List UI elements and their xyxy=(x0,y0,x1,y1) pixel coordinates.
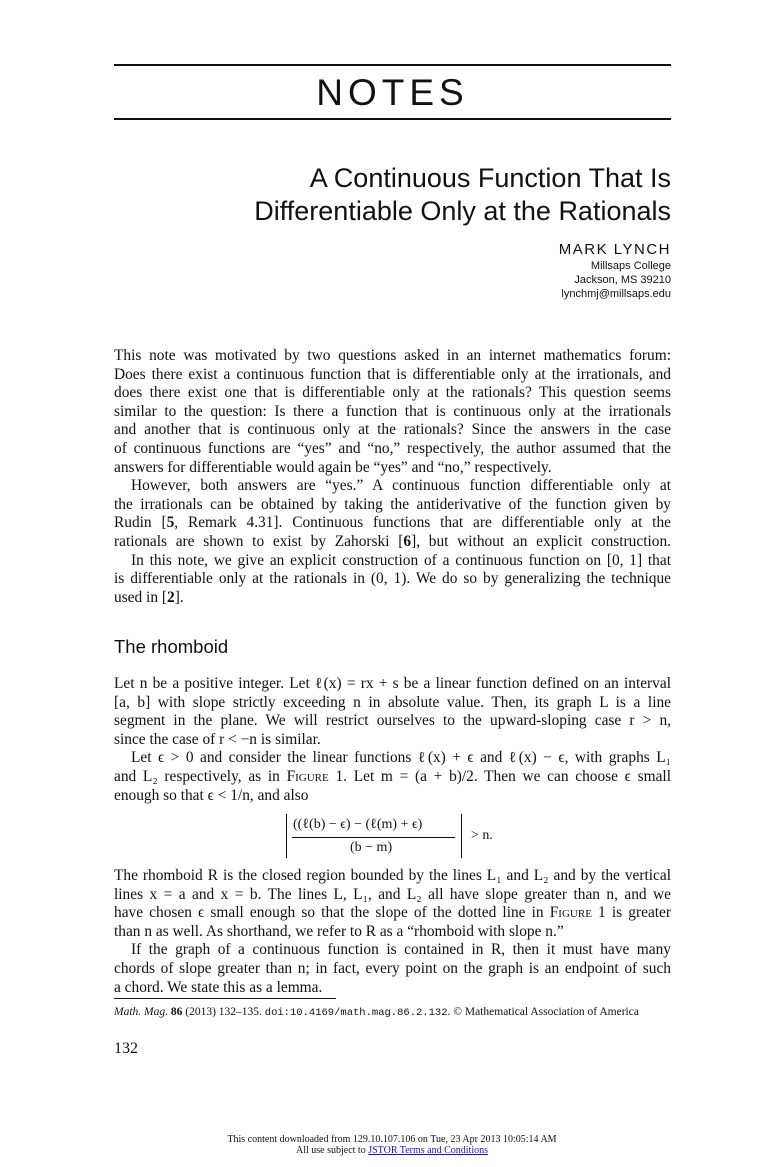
text-line: of continuous functions are “yes” and “no,” respectively, the author assumed that the xyxy=(114,439,671,457)
article-title xyxy=(254,162,671,228)
text-line: a chord. We state this as a lemma. xyxy=(114,978,323,996)
pages: (2013) 132–135. xyxy=(182,1006,265,1018)
text-line: is differentiable only at the rationals in (0, 1). We do so by generalizing the technique xyxy=(114,570,671,588)
text-line xyxy=(114,768,671,787)
abs-bar-right xyxy=(461,814,462,858)
text-span: , Remark 4.31]. Continuous functions that are differentiable only at the xyxy=(174,514,671,532)
terms-link[interactable]: JSTOR Terms and Conditions xyxy=(368,1145,488,1156)
text-line: does there exist one that is differentiable only at the rationals? This question seems xyxy=(114,384,671,402)
text-span: have chosen ϵ small enough so that the slope of the dotted line in xyxy=(114,904,550,922)
text-span: rationals are shown to exist by Zahorski [ xyxy=(114,532,404,550)
text-line: lines x = a and x = b. The lines L, L₁, and L₂ all have slope greater than n, and we xyxy=(114,885,671,903)
text-line xyxy=(114,589,671,608)
author-affiliation: Millsaps College xyxy=(590,260,671,272)
text-line: Does there exist a continuous function that is differentiable only at the irrationals, and xyxy=(114,365,671,383)
text-span: ]. xyxy=(174,588,184,606)
text-line xyxy=(114,533,671,552)
reference-link-6[interactable]: 6 xyxy=(403,532,412,550)
footnote-rule xyxy=(114,998,336,999)
text-line xyxy=(114,904,671,923)
section-paragraphs-b xyxy=(114,867,671,997)
text-line: since the case of r < −n is similar. xyxy=(114,730,321,748)
text-span: 1. Let m = (a + b)/2. Then we can choose ϵ small xyxy=(328,767,671,785)
text-line: enough so that ϵ < 1/n, and also xyxy=(114,786,309,804)
author-email: lynchmj@millsaps.edu xyxy=(561,288,671,300)
reference-link-5[interactable]: 5 xyxy=(166,514,175,532)
text-line: In this note, we give an explicit construction of a continuous function on [0, 1] that xyxy=(131,551,671,569)
reference-link-2[interactable]: 2 xyxy=(167,588,175,606)
section-paragraphs-a xyxy=(114,675,671,805)
author-name: MARK LYNCH xyxy=(558,241,671,258)
figure-reference: Figure xyxy=(286,767,329,785)
title-line-1: A Continuous Function That Is xyxy=(309,163,671,193)
title-line-2: Differentiable Only at the Rationals xyxy=(254,196,671,226)
text-span: 1 is greater xyxy=(591,904,672,922)
text-line: the irrationals can be obtained by taking the antiderivative of the function given by xyxy=(114,495,671,513)
text-span: Rudin [ xyxy=(114,514,167,532)
text-span: ], but without an explicit construction. xyxy=(411,532,671,550)
equation-numerator: ((ℓ(b) − ϵ) − (ℓ(m) + ϵ) xyxy=(293,817,423,832)
text-line: chords of slope greater than n; in fact, every point on the graph is an endpoint of such xyxy=(114,959,671,977)
download-footer xyxy=(0,1134,784,1156)
text-line: [a, b] with slope strictly exceeding n in absolute value. Then, its graph L is a line xyxy=(114,693,671,711)
equation-rhs: > n. xyxy=(471,828,493,843)
fraction-line xyxy=(292,837,455,838)
header-bottom-rule xyxy=(114,118,671,120)
text-span: and L₂ respectively, as in xyxy=(114,767,287,785)
text-line: than n as well. As shorthand, we refer to R as a “rhomboid with slope n.” xyxy=(114,922,564,940)
section-header: NOTES xyxy=(316,72,469,113)
text-line: The rhomboid R is the closed region bounded by the lines L₁ and L₂ and by the vertical xyxy=(114,867,671,884)
author-block xyxy=(559,240,671,301)
top-rule xyxy=(114,64,671,66)
equation-denominator: (b − m) xyxy=(350,840,393,855)
terms-prefix: All use subject to xyxy=(296,1145,369,1156)
text-line: segment in the plane. We will restrict ourselves to the upward-sloping case r > n, xyxy=(114,712,671,730)
figure-reference: Figure xyxy=(549,904,592,922)
section-heading: The rhomboid xyxy=(114,636,229,657)
text-span: used in [ xyxy=(114,588,168,606)
text-line: and another that is continuous only at the rationals? Since the answers in the case xyxy=(114,421,671,439)
citation-line xyxy=(114,1006,671,1019)
text-line: answers for differentiable would again be “yes” and “no,” respectively. xyxy=(114,458,552,476)
text-line xyxy=(114,514,671,533)
text-line: similar to the question: Is there a function that is continuous only at the irrationals xyxy=(114,402,671,420)
terms-line xyxy=(0,1145,784,1156)
volume: 86 xyxy=(170,1006,183,1018)
download-info: This content downloaded from 129.10.107.106 on Tue, 23 Apr 2013 10:05:14 AM xyxy=(227,1134,557,1145)
text-line: However, both answers are “yes.” A continuous function differentiable only at xyxy=(131,477,671,495)
journal-name: Math. Mag. xyxy=(114,1006,168,1018)
text-line: If the graph of a continuous function is contained in R, then it must have many xyxy=(131,941,671,959)
text-line: Let n be a positive integer. Let ℓ(x) = rx + s be a linear function defined on an interval xyxy=(114,675,671,692)
intro-paragraphs xyxy=(114,347,671,607)
text-line: Let ϵ > 0 and consider the linear functions ℓ(x) + ϵ and ℓ(x) − ϵ, with graphs L₁ xyxy=(131,749,671,767)
doi: doi:10.4169/math.mag.86.2.132 xyxy=(264,1007,448,1019)
text-line: This note was motivated by two questions asked in an internet mathematics forum: xyxy=(114,347,671,364)
abs-bar-left xyxy=(286,814,287,858)
author-address: Jackson, MS 39210 xyxy=(574,274,671,286)
page-number: 132 xyxy=(114,1040,138,1057)
copyright: . © Mathematical Association of America xyxy=(447,1006,639,1018)
